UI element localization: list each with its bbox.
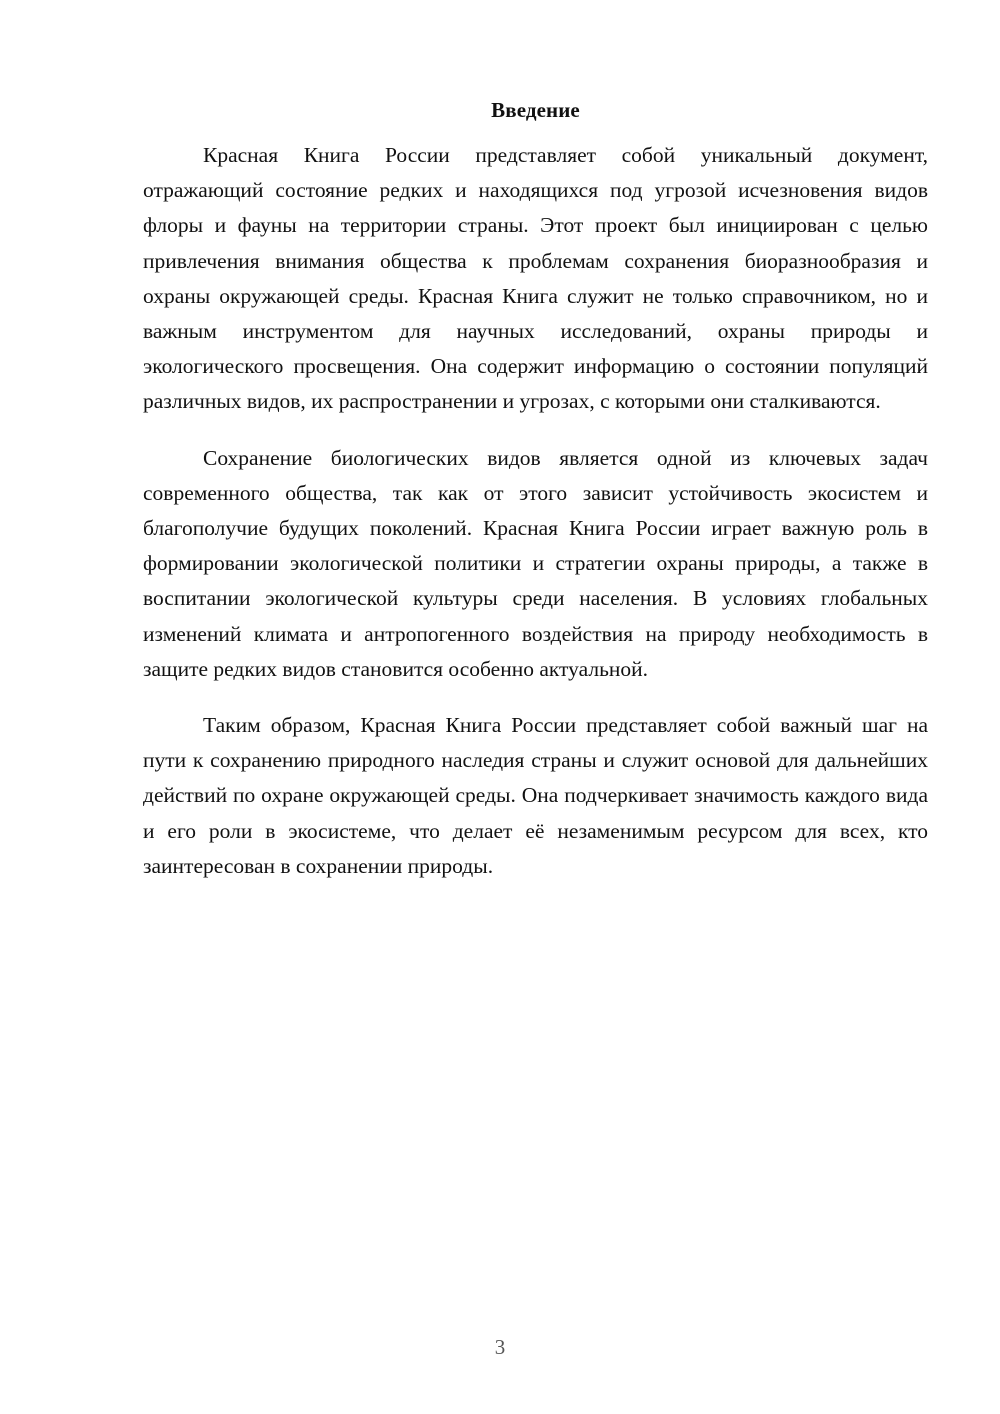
page-content (143, 96, 928, 905)
section-heading: Введение (491, 98, 580, 122)
paragraph-3: Таким образом, Красная Книга России представляет собой важный шаг на пути к сохранению природного наследия страны и служит основой для дальнейших действий по охране окружающей среды. Она подчеркивает значимость каждого вида и его роли в экосистеме, что делает её незаменимым ресурсом для всех, кто заинтересован в сохранении природы. (143, 713, 928, 878)
page-number: 3 (494, 1335, 506, 1359)
paragraph-1: Красная Книга России представляет собой уникальный документ, отражающий состояние редких и находящихся под угрозой исчезновения видов флоры и фауны на территории страны. Этот проект был инициирован с целью привлечения внимания общества к проблемам сохранения биоразнообразия и охраны окружающей среды. Красная Книга служит не только справочником, но и важным инструментом для научных исследований, охраны природы и экологического просвещения. Она содержит информацию о состоянии популяций различных видов, их распространении и угрозах, с которыми они сталкиваются. (143, 143, 928, 414)
paragraph-2: Сохранение биологических видов является одной из ключевых задач современного общества, так как от этого зависит устойчивость экосистем и благополучие будущих поколений. Красная Книга России играет важную роль в формировании экологической политики и стратегии охраны природы, а также в воспитании экологической культуры среди населения. В условиях глобальных изменений климата и антропогенного воздействия на природу необходимость в защите редких видов становится особенно актуальной. (143, 445, 928, 681)
